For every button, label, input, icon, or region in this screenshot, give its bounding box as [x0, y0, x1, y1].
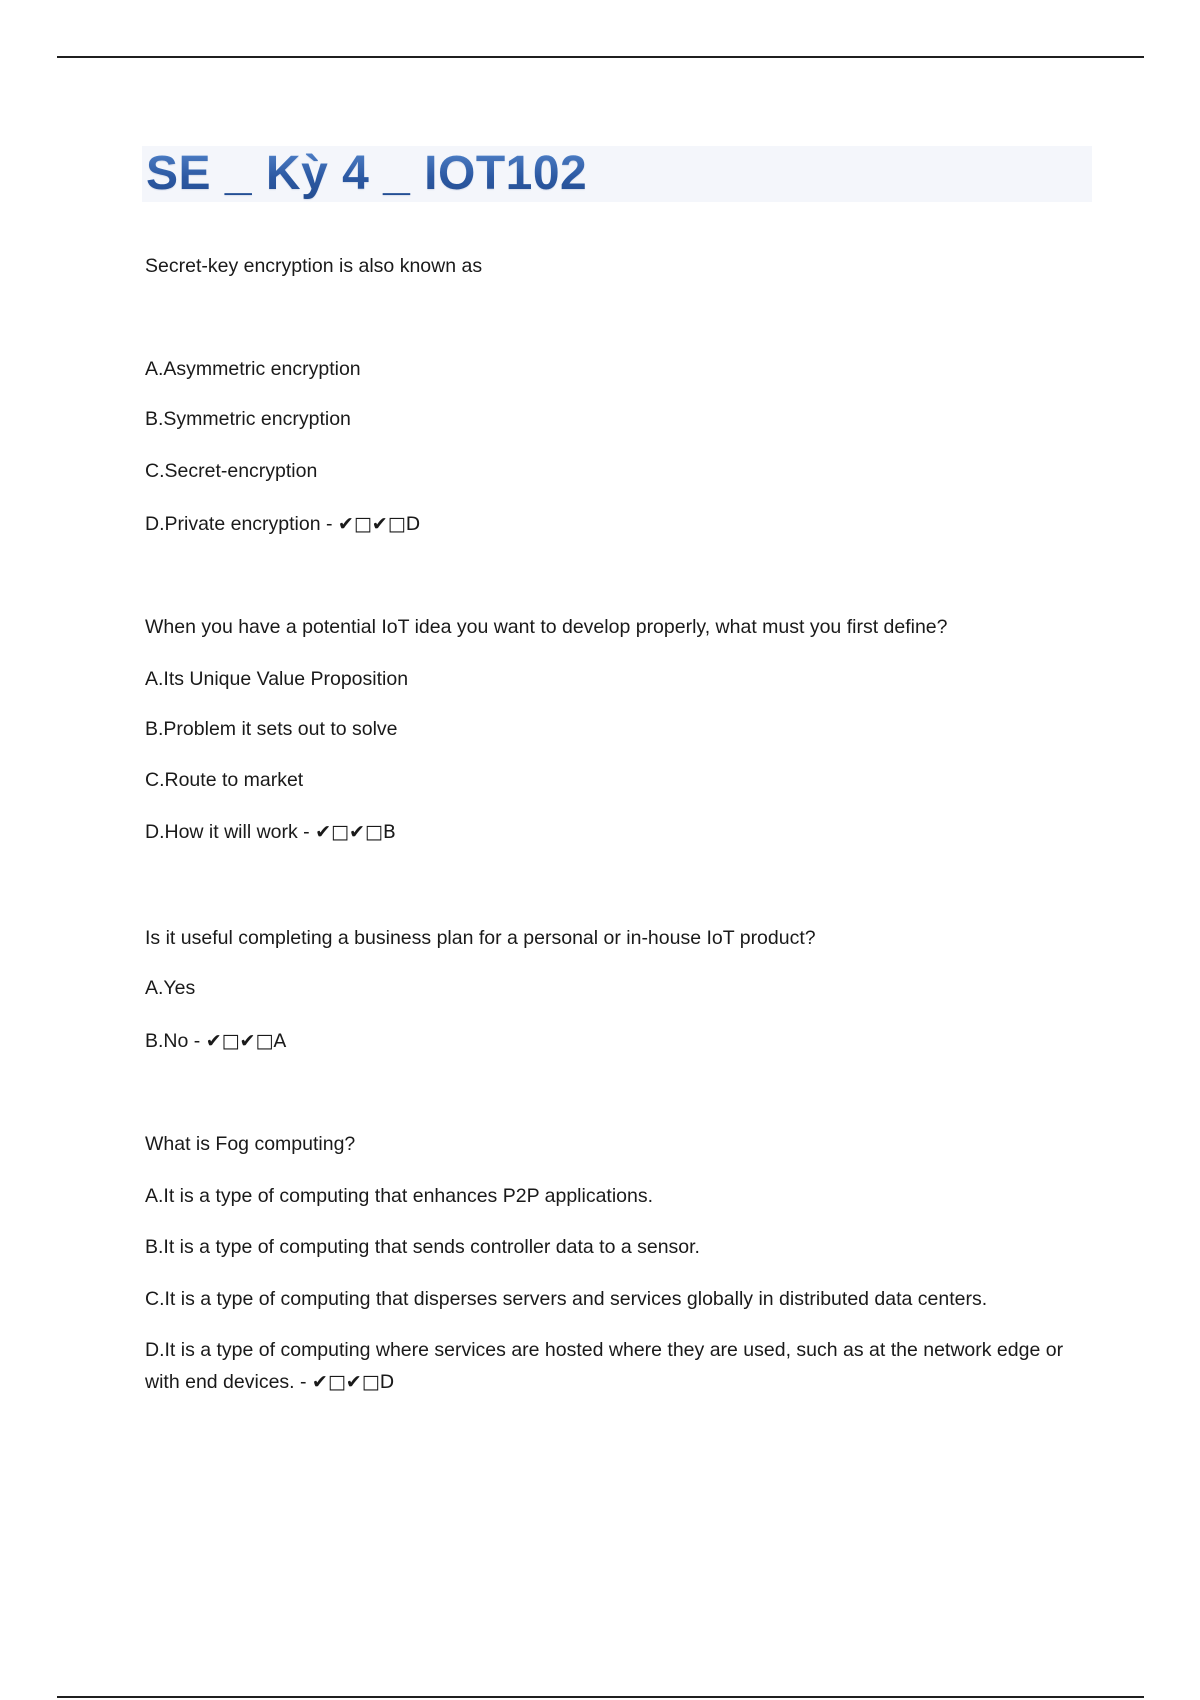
answer-key-mark: ✔□✔□B [315, 821, 396, 843]
answer-option-text: B.No - [145, 1030, 206, 1052]
top-rule [57, 56, 1144, 58]
answer-option: C.Route to market [145, 769, 304, 791]
answer-option-text: D.Private encryption - [145, 513, 338, 535]
answer-option: B.Problem it sets out to solve [145, 718, 398, 740]
question-prompt: Is it useful completing a business plan for a personal or in-house IoT product? [145, 927, 816, 949]
question-prompt: What is Fog computing? [145, 1133, 356, 1155]
answer-option: B.Symmetric encryption [145, 408, 351, 430]
bottom-rule [57, 1696, 1144, 1698]
answer-option: A.Its Unique Value Proposition [145, 668, 409, 690]
answer-option [145, 816, 396, 848]
title-band [142, 146, 1092, 202]
answer-option: A.Asymmetric encryption [145, 358, 361, 380]
answer-option: A.Yes [145, 977, 196, 999]
answer-option [145, 1025, 286, 1057]
document-title: SE _ Kỳ 4 _ IOT102 [142, 146, 587, 202]
question-prompt: When you have a potential IoT idea you want to develop properly, what must you first define? [145, 616, 948, 638]
answer-option [145, 1334, 1085, 1398]
answer-key-mark: ✔□✔□A [205, 1030, 287, 1052]
answer-option-text: D.It is a type of computing where services are hosted where they are used, such as at the network edge or with end devices. - [145, 1339, 1064, 1393]
answer-key-mark: ✔□✔□D [311, 1371, 395, 1393]
question-prompt: Secret-key encryption is also known as [145, 255, 483, 277]
answer-option: C.It is a type of computing that disperses servers and services globally in distributed data centers. [145, 1288, 988, 1310]
answer-option [145, 508, 420, 540]
answer-option: C.Secret-encryption [145, 460, 318, 482]
answer-key-mark: ✔□✔□D [337, 513, 421, 535]
answer-option: A.It is a type of computing that enhances P2P applications. [145, 1185, 654, 1207]
answer-option-text: D.How it will work - [145, 821, 316, 843]
answer-option: B.It is a type of computing that sends controller data to a sensor. [145, 1236, 700, 1258]
